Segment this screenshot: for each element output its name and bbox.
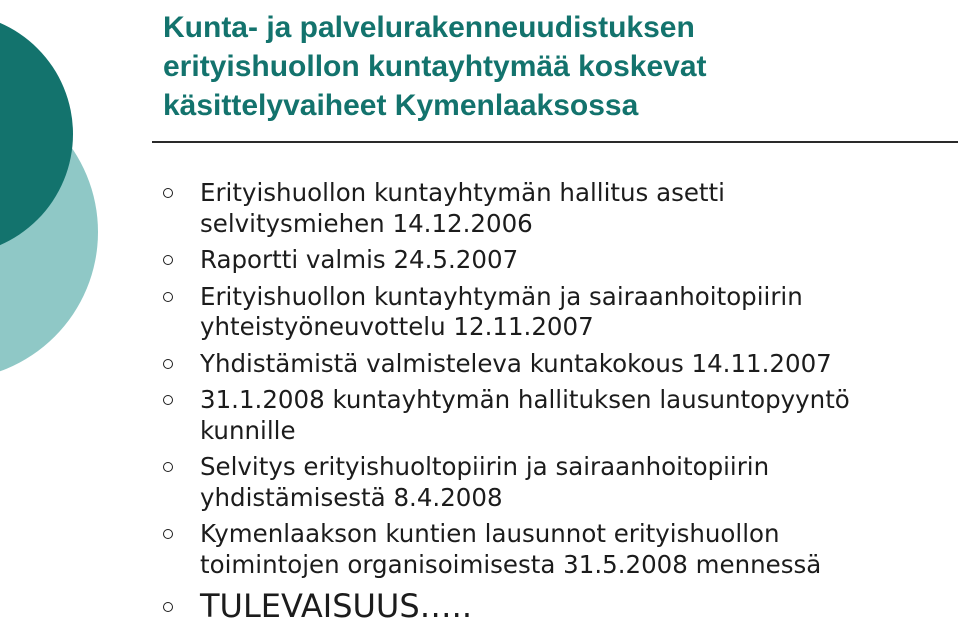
circle-bullet-icon: [163, 188, 173, 198]
list-item-text: selvitysmiehen 14.12.2006: [200, 208, 533, 238]
list-item-text: toimintojen organisoimisesta 31.5.2008 mennessä: [200, 549, 822, 579]
circle-bullet-icon: [163, 395, 173, 405]
circle-bullet-icon: [163, 359, 173, 369]
list-item-text: Erityishuollon kuntayhtymän ja sairaanhoitopiirin: [200, 281, 803, 311]
circle-bullet-icon: [163, 602, 173, 612]
bullet-list: [163, 178, 953, 625]
list-item: [163, 586, 953, 625]
list-item-text: yhteistyöneuvottelu 12.11.2007: [200, 312, 594, 341]
list-item-text: Kymenlaakson kuntien lausunnot erityishuollon: [200, 519, 780, 548]
list-item: [163, 178, 953, 239]
decorative-circles: [0, 0, 160, 625]
list-item-text: kunnille: [200, 415, 296, 445]
list-item-text: 31.1.2008 kuntayhtymän hallituksen lausuntopyyntö: [200, 385, 850, 414]
list-item-text: Erityishuollon kuntayhtymän hallitus asetti: [200, 178, 725, 207]
list-item: [163, 385, 953, 446]
title-line: erityishuollon kuntayhtymää koskevat: [163, 50, 707, 83]
list-item-text: TULEVAISUUS…..: [200, 587, 472, 625]
list-item: [163, 282, 953, 343]
list-item: [163, 519, 953, 580]
circle-bullet-icon: [163, 462, 173, 472]
circle-bullet-icon: [163, 529, 173, 539]
title-line: käsittelyvaiheet Kymenlaaksossa: [163, 89, 639, 122]
circle-bullet-icon: [163, 292, 173, 302]
list-item-text: Raportti valmis 24.5.2007: [200, 245, 519, 274]
list-item: [163, 452, 953, 513]
title-divider: [152, 141, 958, 143]
slide-title: [163, 8, 943, 125]
list-item: [163, 349, 953, 380]
title-line: Kunta- ja palvelurakenneuudistuksen: [163, 11, 695, 44]
list-item: [163, 245, 953, 276]
list-item-text: Selvitys erityishuoltopiirin ja sairaanhoitopiirin: [200, 452, 770, 481]
circle-bullet-icon: [163, 255, 173, 265]
list-item-text: yhdistämisestä 8.4.2008: [200, 482, 503, 512]
list-item-text: Yhdistämistä valmisteleva kuntakokous 14.11.2007: [200, 348, 832, 378]
